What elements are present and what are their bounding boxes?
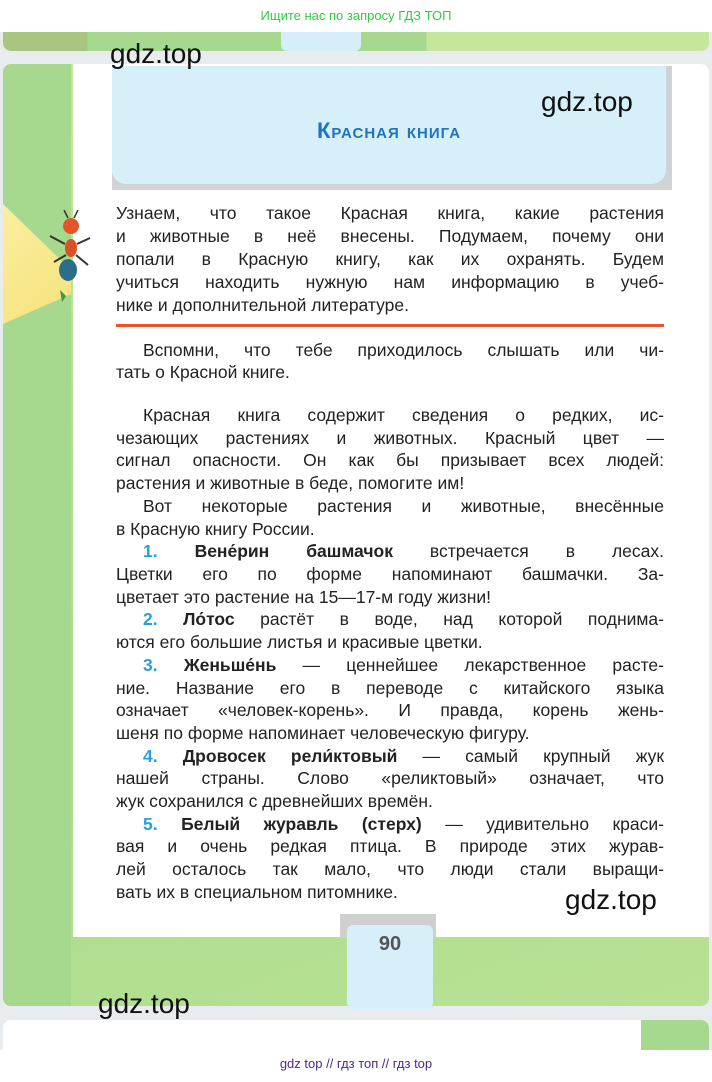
text-segment: Красная книга содержит сведения о редких, ис- bbox=[143, 405, 664, 425]
item-number: 4. bbox=[143, 746, 183, 766]
text-line bbox=[116, 518, 664, 540]
watermark: gdz.top bbox=[98, 988, 190, 1019]
text-segment: нашей страны. Слово «реликтовый» означает, что bbox=[116, 768, 664, 788]
text-segment: в Красную книгу России. bbox=[116, 519, 315, 539]
text-segment: встречается в лесах. bbox=[392, 541, 664, 561]
orange-divider bbox=[116, 324, 664, 327]
text-line bbox=[116, 427, 664, 449]
text-segment: жук сохранился с древнейших времён. bbox=[116, 791, 433, 811]
text-line bbox=[143, 813, 664, 835]
text-line bbox=[116, 677, 664, 699]
text-segment: и животные в неё внесены. Подумаем, почему они bbox=[116, 226, 664, 246]
text-segment: означает «человек-корень». И правда, корень жень- bbox=[116, 700, 664, 720]
previous-page-strip bbox=[3, 32, 709, 51]
text-segment: Цветки его по форме напоминают башмачки. За- bbox=[116, 564, 664, 584]
text-line bbox=[143, 654, 664, 676]
text-segment: цветает это растение на 15—17-м году жизни! bbox=[116, 587, 492, 607]
text-segment: ние. Название его в переводе с китайского языка bbox=[116, 678, 664, 698]
lesson-title: Красная книга bbox=[316, 118, 462, 143]
text-segment: нике и дополнительной литературе. bbox=[116, 295, 409, 315]
item-number: 1. bbox=[143, 541, 195, 561]
text-segment: шеня по форме напоминает человеческую фигуру. bbox=[116, 723, 530, 743]
text-line bbox=[116, 767, 664, 789]
text-line bbox=[143, 745, 664, 767]
lesson-header bbox=[112, 66, 672, 190]
text-line bbox=[116, 790, 664, 812]
text-segment: растения и животные в беде, помогите им! bbox=[116, 473, 465, 493]
text-line bbox=[143, 495, 664, 517]
text-line bbox=[116, 472, 664, 494]
text-segment: — удивительно краси- bbox=[421, 814, 664, 834]
text-segment: вая и очень редкая птица. В природе этих журав- bbox=[116, 836, 664, 856]
text-segment: сигнал опасности. Он как бы призывает всех людей: bbox=[116, 450, 664, 470]
item-number: 5. bbox=[143, 814, 182, 834]
page-tab bbox=[281, 32, 361, 51]
text-segment: Вот некоторые растения и животные, внесённые bbox=[143, 496, 664, 516]
term: Белый журавль (стерх) bbox=[181, 814, 422, 834]
term: Ло́тос bbox=[183, 609, 235, 629]
term: Дровосек рели́ктовый bbox=[182, 746, 398, 766]
text-line bbox=[116, 361, 664, 383]
text-line bbox=[116, 563, 664, 585]
text-line bbox=[143, 339, 664, 361]
ant-mascot-icon bbox=[46, 210, 96, 305]
text-segment: Узнаем, что такое Красная книга, какие растения bbox=[116, 203, 664, 223]
text-segment: ются его большие листья и красивые цветки. bbox=[116, 632, 483, 652]
text-line bbox=[116, 586, 664, 608]
text-segment: чезающих растениях и животных. Красный цвет — bbox=[116, 428, 664, 448]
text-line bbox=[116, 835, 664, 857]
text-line bbox=[116, 631, 664, 653]
text-segment: лей осталось так мало, что люди стали выращи- bbox=[116, 859, 664, 879]
next-page-margin bbox=[641, 1020, 709, 1050]
text-line bbox=[116, 271, 664, 293]
text-line bbox=[143, 404, 664, 426]
text-segment: вать их в специальном питомнике. bbox=[116, 882, 398, 902]
text-segment: тать о Красной книге. bbox=[116, 362, 290, 382]
text-line bbox=[116, 449, 664, 471]
page-number: 90 bbox=[347, 925, 433, 1009]
text-line bbox=[143, 540, 664, 562]
left-margin-strip bbox=[3, 64, 71, 1006]
text-segment: попали в Красную книгу, как их охранять. Будем bbox=[116, 249, 664, 269]
text-segment: учиться находить нужную нам информацию в учеб- bbox=[116, 272, 664, 292]
text-line bbox=[116, 248, 664, 270]
text-line bbox=[116, 225, 664, 247]
watermark: gdz.top bbox=[541, 86, 633, 117]
text-line bbox=[116, 722, 664, 744]
text-segment: растёт в воде, над которой поднима- bbox=[234, 609, 664, 629]
text-line bbox=[116, 699, 664, 721]
text-segment: — самый крупный жук bbox=[397, 746, 664, 766]
header-panel bbox=[112, 66, 666, 184]
item-number: 3. bbox=[143, 655, 184, 675]
text-segment: — ценнейшее лекарственное расте- bbox=[276, 655, 664, 675]
text-segment: Вспомни, что тебе приходилось слышать или чи- bbox=[143, 340, 664, 360]
footer-links: gdz top // гдз топ // гдз top bbox=[0, 1050, 712, 1082]
text-line bbox=[143, 608, 664, 630]
text-line bbox=[116, 202, 664, 224]
text-line bbox=[116, 858, 664, 880]
watermark: gdz.top bbox=[565, 884, 657, 915]
term: Вене́рин башмачок bbox=[194, 541, 393, 561]
watermark: gdz.top bbox=[110, 38, 202, 69]
item-number: 2. bbox=[143, 609, 184, 629]
term: Женьше́нь bbox=[183, 655, 277, 675]
text-line bbox=[116, 294, 664, 316]
top-banner: Ищите нас по запросу ГДЗ ТОП bbox=[0, 0, 712, 32]
next-page-strip bbox=[3, 1020, 709, 1050]
